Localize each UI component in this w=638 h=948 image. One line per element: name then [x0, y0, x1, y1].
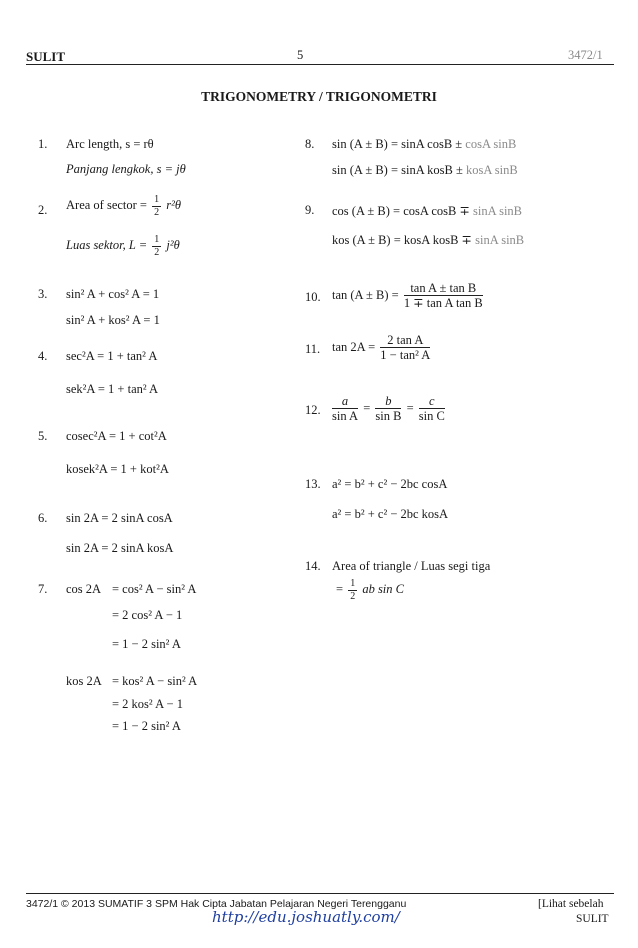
formula-sin-sum-kos: sin (A ± B) = sinA kosB ± kosA sinB	[332, 163, 518, 177]
formula-sek: sek²A = 1 + tan² A	[66, 382, 159, 396]
footer-rule	[26, 893, 614, 894]
formula-kosek: kosek²A = 1 + kot²A	[66, 462, 169, 476]
footer-next-page: [Lihat sebelah	[538, 898, 604, 910]
footer-copyright: 3472/1 © 2013 SUMATIF 3 SPM Hak Cipta Jabatan Pelajaran Negeri Terengganu	[26, 898, 407, 910]
formula-kos2a-line: = 2 kos² A − 1	[112, 697, 183, 711]
formula-kos-sum: kos (A ± B) = kosA kosB ∓ sinA sinB	[332, 233, 525, 247]
formula-area-triangle: = $\frac{1}{2}$ ab sin C	[336, 578, 404, 602]
footer-url-link[interactable]: http://edu.joshuatly.com/	[212, 908, 400, 926]
item-number: 7.	[38, 582, 48, 596]
formula-identity-sin-kos: sin² A + kos² A = 1	[66, 313, 160, 327]
formula-kos2a-line: = kos² A − sin² A	[112, 674, 198, 688]
formula-cos2a-line: = 2 cos² A − 1	[112, 608, 183, 622]
item-number: 6.	[38, 511, 48, 525]
formula-sin-sum: sin (A ± B) = sinA cosB ± cosA sinB	[332, 137, 517, 151]
formula-cosine-rule: a² = b² + c² − 2bc cosA	[332, 477, 448, 491]
item-number: 5.	[38, 429, 48, 443]
formula-kos2a-line: = 1 − 2 sin² A	[112, 719, 181, 733]
page-title: TRIGONOMETRY / TRIGONOMETRI	[201, 89, 437, 104]
formula-area-sector: Area of sector = $\frac{1}{2}$ r²θ	[66, 194, 181, 218]
item-number: 12.	[305, 403, 321, 417]
item-number: 1.	[38, 137, 48, 151]
formula-cosine-rule-kos: a² = b² + c² − 2bc kosA	[332, 507, 449, 521]
formula-luas-sektor: Luas sektor, L = $\frac{1}{2}$ j²θ	[66, 234, 180, 258]
formula-sin2a: sin 2A = 2 sinA cosA	[66, 511, 173, 525]
formula-tan-sum: tan (A ± B) = $\frac{\text{tan A ± tan B}}{\text{1 ∓ tan A tan B}}$	[332, 281, 483, 311]
item-number: 11.	[305, 342, 321, 356]
formula-cosec: cosec²A = 1 + cot²A	[66, 429, 167, 443]
formula-cos2a-label: cos 2A	[66, 582, 102, 596]
formula-sec: sec²A = 1 + tan² A	[66, 349, 158, 363]
formula-cos2a-line: = 1 − 2 sin² A	[112, 637, 181, 651]
formula-cos2a-line: = cos² A − sin² A	[112, 582, 197, 596]
item-number: 13.	[305, 477, 321, 491]
footer-sulit: SULIT	[576, 913, 609, 925]
formula-area-triangle-label: Area of triangle / Luas segi tiga	[332, 559, 491, 573]
header-rule	[26, 64, 614, 65]
header-sulit: SULIT	[26, 49, 66, 64]
formula-sin2a-kos: sin 2A = 2 sinA kosA	[66, 541, 174, 555]
item-number: 3.	[38, 287, 48, 301]
item-number: 14.	[305, 559, 321, 573]
item-number: 4.	[38, 349, 48, 363]
paper-code: 3472/1	[568, 48, 603, 62]
item-number: 9.	[305, 203, 315, 217]
item-number: 10.	[305, 290, 321, 304]
item-number: 2.	[38, 203, 48, 217]
page-number: 5	[297, 48, 304, 62]
formula-tan2a: tan 2A = $\frac{\text{2 tan A}}{\text{1 − tan² A}}$	[332, 333, 431, 363]
formula-cos-sum: cos (A ± B) = cosA cosB ∓ sinA sinB	[332, 204, 523, 218]
formula-identity-sin-cos: sin² A + cos² A = 1	[66, 287, 160, 301]
formula-kos2a-label: kos 2A	[66, 674, 102, 688]
formula-sine-rule: $\frac{a}{\text{sin A}}$ = $\frac{b}{\text{sin B}}$ = $\frac{c}{\text{sin C}}$	[332, 394, 445, 424]
formula-panjang-lengkok: Panjang lengkok, s = jθ	[66, 162, 186, 176]
formula-arc-length: Arc length, s = rθ	[66, 137, 154, 151]
item-number: 8.	[305, 137, 315, 151]
